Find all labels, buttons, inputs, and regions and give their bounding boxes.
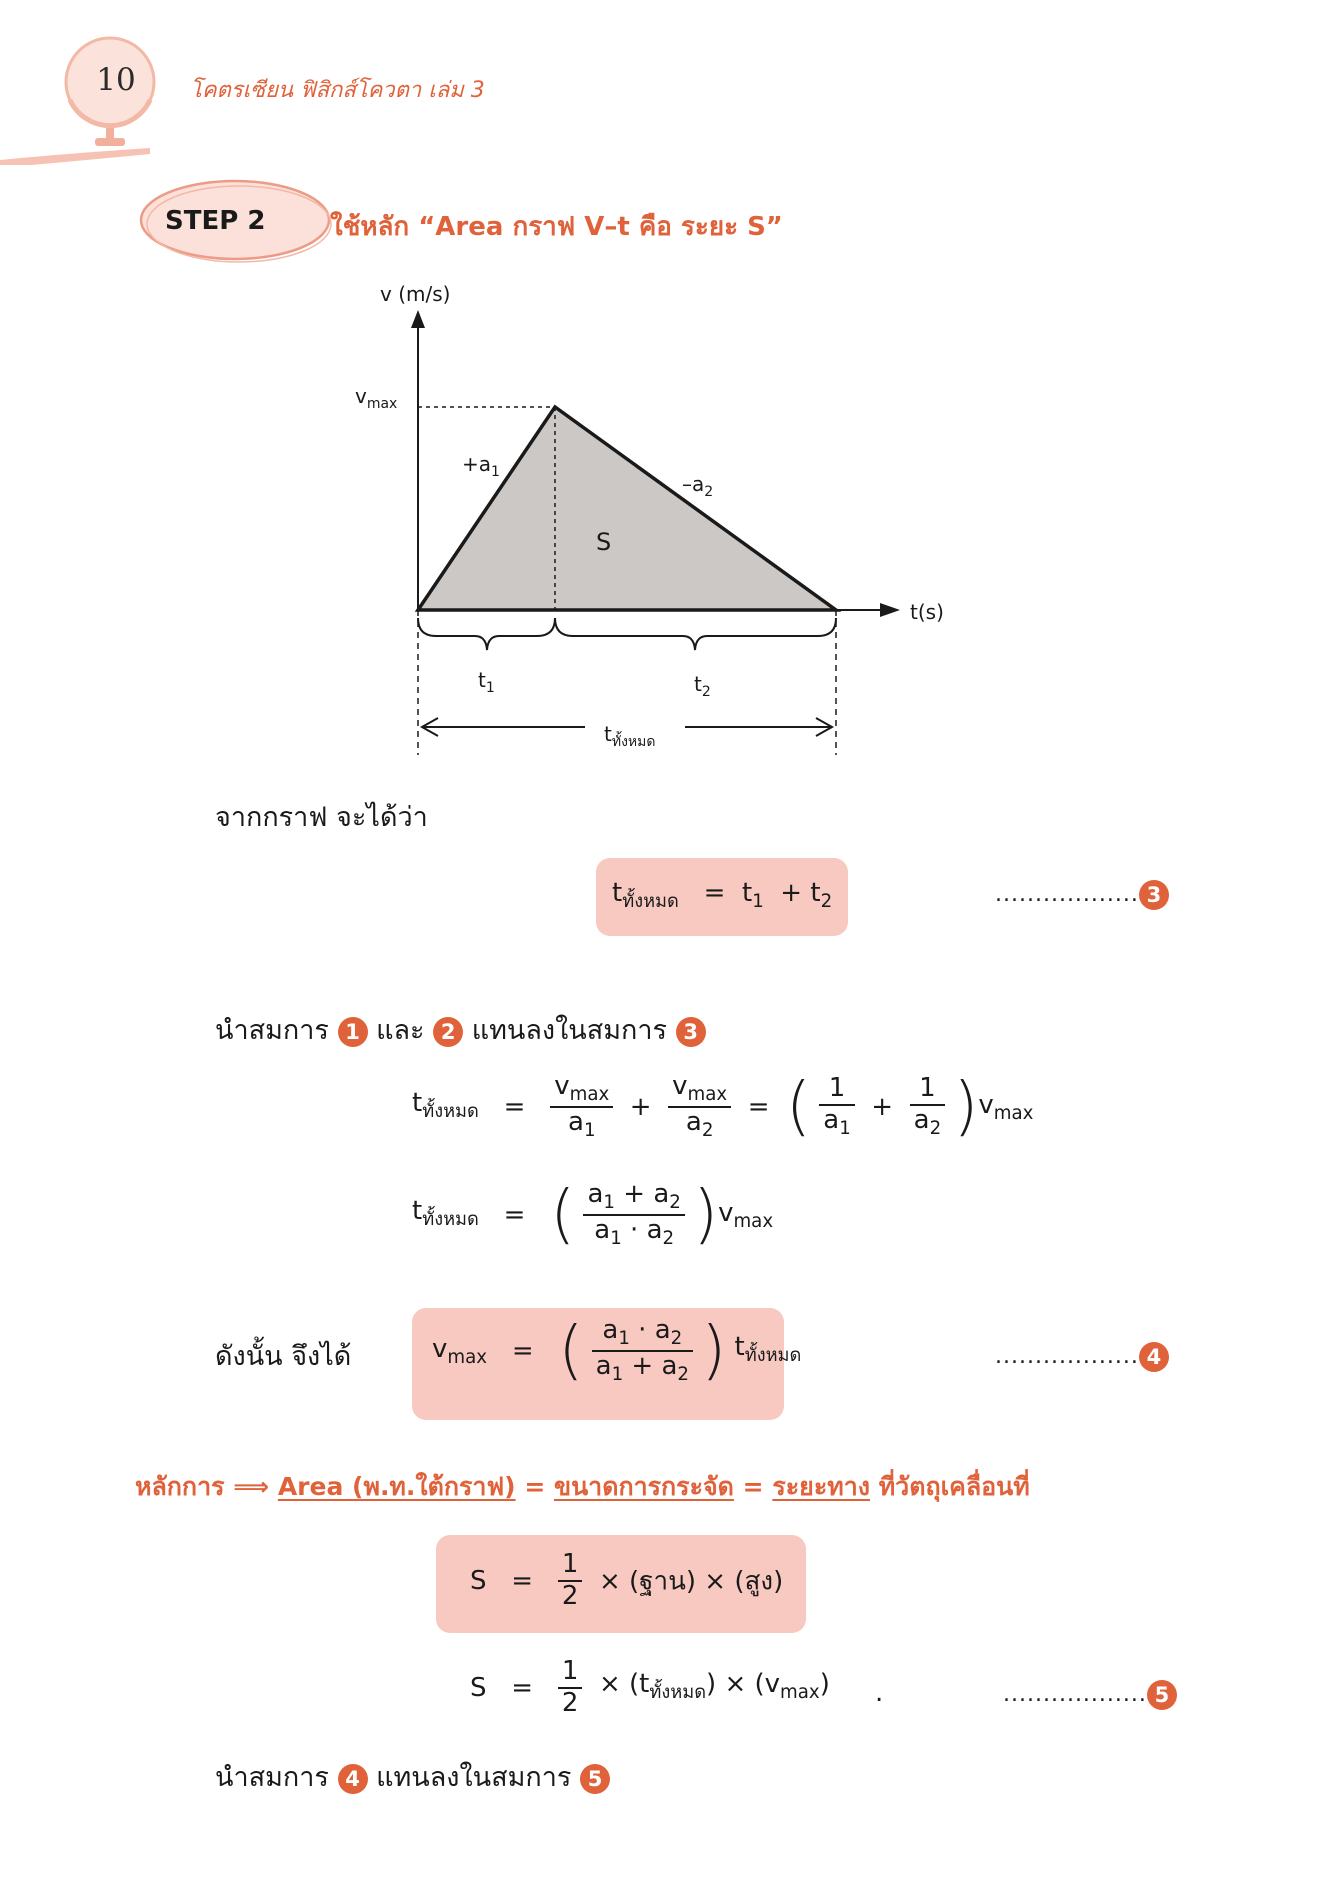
ttotal-label: $t_{ทั้งหมด}$ [604, 722, 656, 750]
vmax-label: $v_{max}$ [355, 384, 398, 412]
globe-emblem [0, 30, 160, 165]
t1-brace [418, 618, 555, 650]
slope2-label: $-a_2$ [682, 472, 714, 500]
vt-graph [340, 280, 980, 760]
area-triangle [418, 407, 836, 610]
eq4-marker: .................. 4 [995, 1342, 1169, 1372]
derivation-line-1: $t_{ทั้งหมด}$ = $\frac{v_{max}}{a_1}$ + $\frac{v_{max}}{a_2}$ = ( $\frac{1}{a_1}$ + $\frac{1}{a_2}$ )$v_{max}$ [412, 1070, 1034, 1145]
y-axis-label: v (m/s) [380, 282, 451, 306]
y-axis-arrow [411, 310, 425, 328]
t2-brace [555, 618, 836, 650]
area-formula: S = $\frac{1}{2}$ × (ฐาน) × (สูง) [470, 1549, 784, 1611]
principle-line: หลักการ ⟹ Area (พ.ท.ใต้กราฟ) = ขนาดการกระจัด = ระยะทาง ที่วัตถุเคลื่อนที่ [135, 1472, 1030, 1501]
eq5-period: . [875, 1678, 884, 1708]
step-badge: STEP 2 [165, 206, 266, 236]
page-number: 10 [96, 62, 136, 98]
from-graph-text: จากกราฟ จะได้ว่า [215, 802, 428, 833]
therefore-text: ดังนั้น จึงได้ [215, 1341, 352, 1372]
step-heading: ใช้หลัก “Area กราฟ V–t คือ ระยะ S” [330, 212, 783, 242]
eq3-marker: .................. 3 [995, 880, 1169, 910]
t1-label: $t_1$ [478, 668, 495, 696]
derivation-line-2: $t_{ทั้งหมด}$ = ( $\frac{a_1 + a_2}{a_1 \cdot a_2}$ )$v_{max}$ [412, 1178, 774, 1253]
area-label: S [596, 528, 612, 556]
eq5-marker: .................. 5 [1003, 1680, 1177, 1710]
eq3-content: $t_{ทั้งหมด} = t_1 + t_2$ [612, 878, 833, 913]
x-axis-label: t(s) [910, 600, 944, 624]
book-title: โคตรเซียน ฟิสิกส์โควตา เล่ม 3 [190, 78, 485, 103]
substitute-line-1: นำสมการ 1 และ 2 แทนลงในสมการ 3 [215, 1008, 706, 1051]
eq5-content: S = $\frac{1}{2}$ × $(t_{ทั้งหมด}) \times (v_{max})$ [470, 1656, 830, 1718]
x-axis-arrow [880, 603, 900, 617]
t2-label: $t_2$ [694, 672, 711, 700]
substitute-line-2: นำสมการ 4 แทนลงในสมการ 5 [215, 1755, 610, 1798]
slope1-label: $+a_1$ [462, 452, 500, 480]
eq4-content: $v_{max}$ = ( $\frac{a_1 \cdot a_2}{a_1 + a_2}$ ) $t_{ทั้งหมด}$ [432, 1314, 802, 1389]
